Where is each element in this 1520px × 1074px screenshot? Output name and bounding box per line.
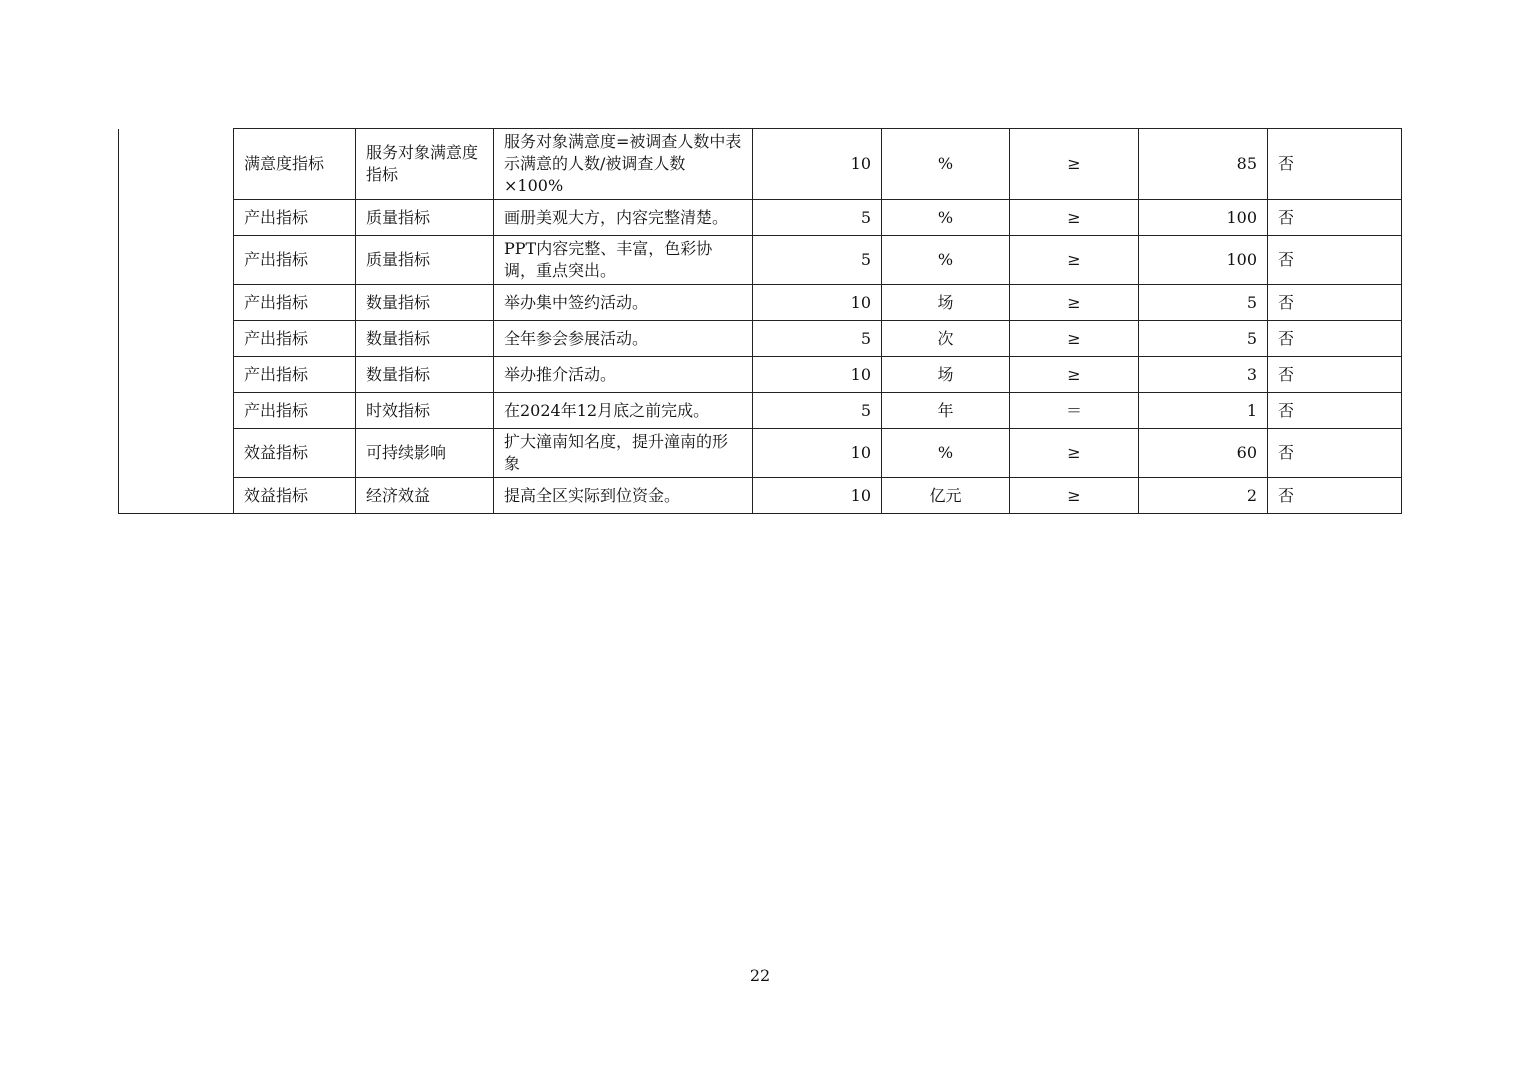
operator-cell: ≥ [1010,285,1139,321]
weight-cell: 5 [753,236,882,285]
level2-cell: 时效指标 [356,393,494,429]
level1-cell: 效益指标 [234,429,356,478]
level1-cell: 产出指标 [234,285,356,321]
content-cell: 扩大潼南知名度，提升潼南的形象 [494,429,753,478]
level1-cell: 产出指标 [234,321,356,357]
operator-cell: ≥ [1010,236,1139,285]
content-cell: 服务对象满意度=被调查人数中表示满意的人数/被调查人数×100% [494,129,753,200]
content-cell: 画册美观大方，内容完整清楚。 [494,200,753,236]
weight-cell: 10 [753,285,882,321]
unit-cell: % [882,200,1010,236]
page-number: 22 [749,966,771,985]
table-row [119,236,1402,285]
operator-cell: ≥ [1010,357,1139,393]
weight-cell: 5 [753,321,882,357]
weight-cell: 10 [753,357,882,393]
content-cell: 提高全区实际到位资金。 [494,478,753,514]
weight-cell: 10 [753,429,882,478]
table-row [119,129,1402,200]
table-row [119,478,1402,514]
content-cell: 举办集中签约活动。 [494,285,753,321]
level2-cell: 质量指标 [356,236,494,285]
weight-cell: 10 [753,478,882,514]
content-cell: 全年参会参展活动。 [494,321,753,357]
operator-cell: ≥ [1010,478,1139,514]
level1-cell: 效益指标 [234,478,356,514]
unit-cell: 场 [882,357,1010,393]
operator-cell: ≥ [1010,321,1139,357]
unit-cell: 年 [882,393,1010,429]
level2-cell: 服务对象满意度指标 [356,129,494,200]
unit-cell: % [882,429,1010,478]
flag-cell: 否 [1268,357,1402,393]
level2-cell: 可持续影响 [356,429,494,478]
unit-cell: 次 [882,321,1010,357]
target-cell: 2 [1139,478,1268,514]
weight-cell: 10 [753,129,882,200]
unit-cell: % [882,236,1010,285]
flag-cell: 否 [1268,478,1402,514]
content-cell: 在2024年12月底之前完成。 [494,393,753,429]
target-cell: 5 [1139,321,1268,357]
target-cell: 100 [1139,200,1268,236]
table-row [119,285,1402,321]
operator-cell: ＝ [1010,393,1139,429]
flag-cell: 否 [1268,393,1402,429]
table-row [119,357,1402,393]
level1-cell: 产出指标 [234,393,356,429]
level2-cell: 数量指标 [356,285,494,321]
unit-cell: 场 [882,285,1010,321]
level1-cell: 产出指标 [234,357,356,393]
target-cell: 60 [1139,429,1268,478]
content-cell: 举办推介活动。 [494,357,753,393]
table-row [119,393,1402,429]
table-row [119,429,1402,478]
flag-cell: 否 [1268,200,1402,236]
flag-cell: 否 [1268,285,1402,321]
target-cell: 100 [1139,236,1268,285]
weight-cell: 5 [753,393,882,429]
flag-cell: 否 [1268,236,1402,285]
merged-left-cell [119,129,234,514]
level1-cell: 产出指标 [234,200,356,236]
level1-cell: 产出指标 [234,236,356,285]
level2-cell: 数量指标 [356,321,494,357]
level2-cell: 数量指标 [356,357,494,393]
level1-cell: 满意度指标 [234,129,356,200]
performance-indicator-table [118,128,1402,514]
target-cell: 85 [1139,129,1268,200]
operator-cell: ≥ [1010,429,1139,478]
table-row [119,200,1402,236]
target-cell: 5 [1139,285,1268,321]
operator-cell: ≥ [1010,129,1139,200]
weight-cell: 5 [753,200,882,236]
table-row [119,321,1402,357]
operator-cell: ≥ [1010,200,1139,236]
level2-cell: 经济效益 [356,478,494,514]
flag-cell: 否 [1268,321,1402,357]
unit-cell: % [882,129,1010,200]
flag-cell: 否 [1268,129,1402,200]
target-cell: 3 [1139,357,1268,393]
level2-cell: 质量指标 [356,200,494,236]
unit-cell: 亿元 [882,478,1010,514]
content-cell: PPT内容完整、丰富，色彩协调，重点突出。 [494,236,753,285]
flag-cell: 否 [1268,429,1402,478]
table-body [119,129,1402,514]
target-cell: 1 [1139,393,1268,429]
